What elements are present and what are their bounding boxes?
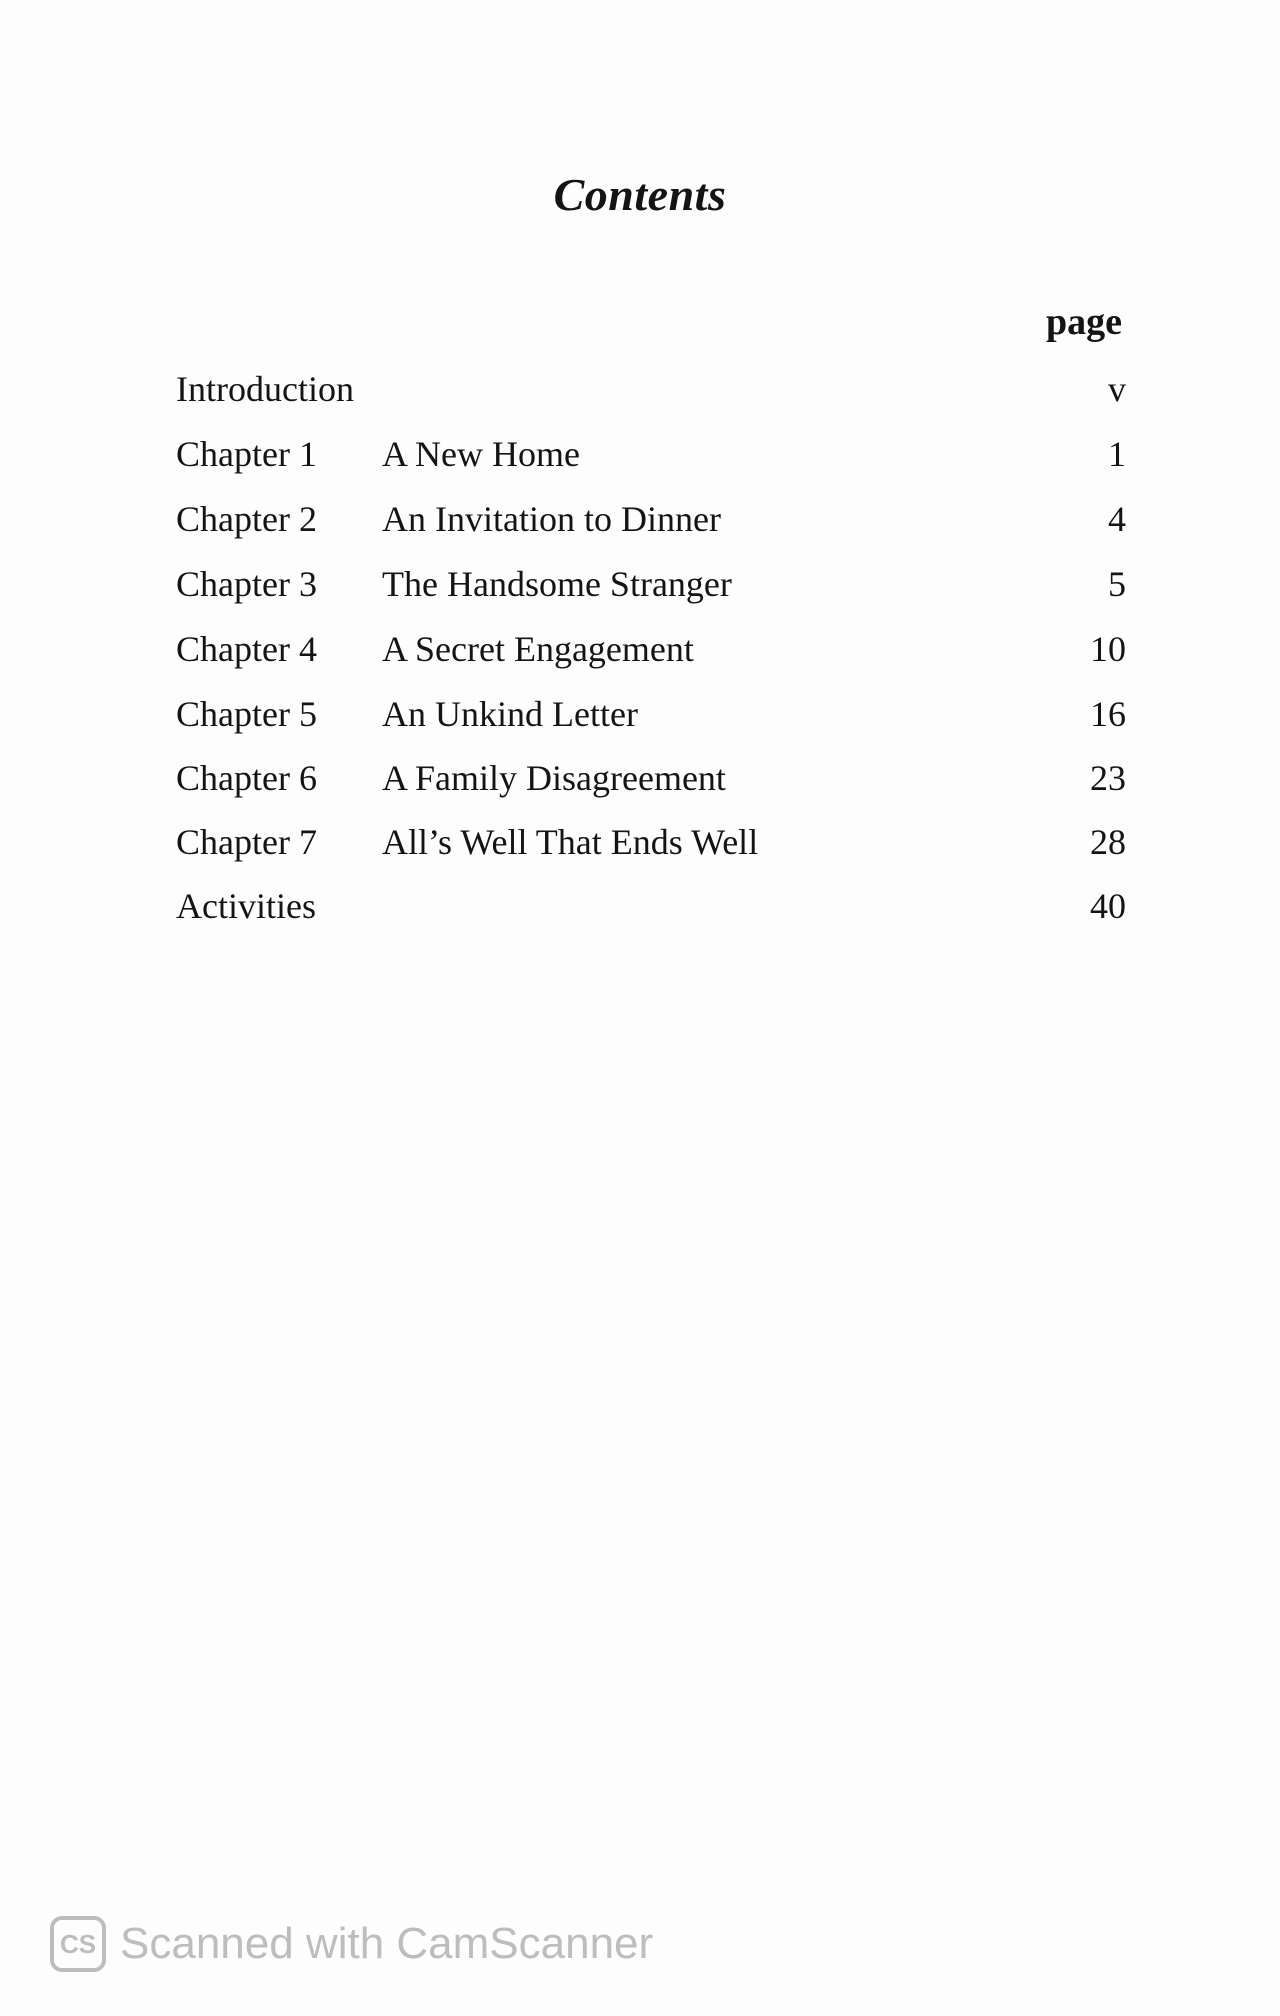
- toc-entry-page: 23: [1090, 758, 1126, 798]
- toc-entry-page: v: [1108, 369, 1126, 409]
- toc-entry-page: 28: [1090, 822, 1126, 862]
- toc-entry-page: 10: [1090, 629, 1126, 669]
- camscanner-watermark: [50, 1912, 653, 1976]
- toc-entry-title: All’s Well That Ends Well: [382, 822, 759, 862]
- watermark-text: Scanned with CamScanner: [120, 1919, 654, 1968]
- toc-entry-label: Chapter 4: [176, 629, 317, 669]
- toc-entry-page: 4: [1108, 499, 1126, 539]
- toc-entry-title: A Family Disagreement: [382, 758, 726, 798]
- toc-entry-page: 5: [1108, 564, 1126, 604]
- toc-entry-chapter-7: [176, 817, 1126, 867]
- toc-entry-label: Introduction: [176, 369, 354, 409]
- toc-entry-label: Chapter 3: [176, 564, 317, 604]
- toc-entry-title: A New Home: [382, 434, 580, 474]
- toc-entry-chapter-2: [176, 494, 1126, 544]
- toc-entry-title: The Handsome Stranger: [382, 564, 732, 604]
- toc-entry-page: 16: [1090, 694, 1126, 734]
- camscanner-logo-icon: CS: [50, 1916, 106, 1972]
- toc-entry-label: Chapter 2: [176, 499, 317, 539]
- toc-entry-label: Activities: [176, 886, 316, 926]
- toc-entry-page: 1: [1108, 434, 1126, 474]
- toc-entry-chapter-4: [176, 624, 1126, 674]
- page-column-label: page: [1046, 301, 1122, 343]
- toc-entry-label: Chapter 5: [176, 694, 317, 734]
- toc-entry-chapter-5: [176, 689, 1126, 739]
- toc-entry-chapter-6: [176, 753, 1126, 803]
- toc-entry-introduction: [176, 364, 1126, 414]
- toc-entry-chapter-1: [176, 429, 1126, 479]
- contents-heading-text: Contents: [553, 169, 727, 220]
- toc-entry-label: Chapter 7: [176, 822, 317, 862]
- toc-entry-label: Chapter 6: [176, 758, 317, 798]
- toc-entry-chapter-3: [176, 559, 1126, 609]
- toc-entry-title: An Invitation to Dinner: [382, 499, 721, 539]
- toc-entry-title: An Unkind Letter: [382, 694, 638, 734]
- toc-entry-page: 40: [1090, 886, 1126, 926]
- toc-entry-activities: [176, 881, 1126, 931]
- toc-entry-label: Chapter 1: [176, 434, 317, 474]
- toc-entry-title: A Secret Engagement: [382, 629, 694, 669]
